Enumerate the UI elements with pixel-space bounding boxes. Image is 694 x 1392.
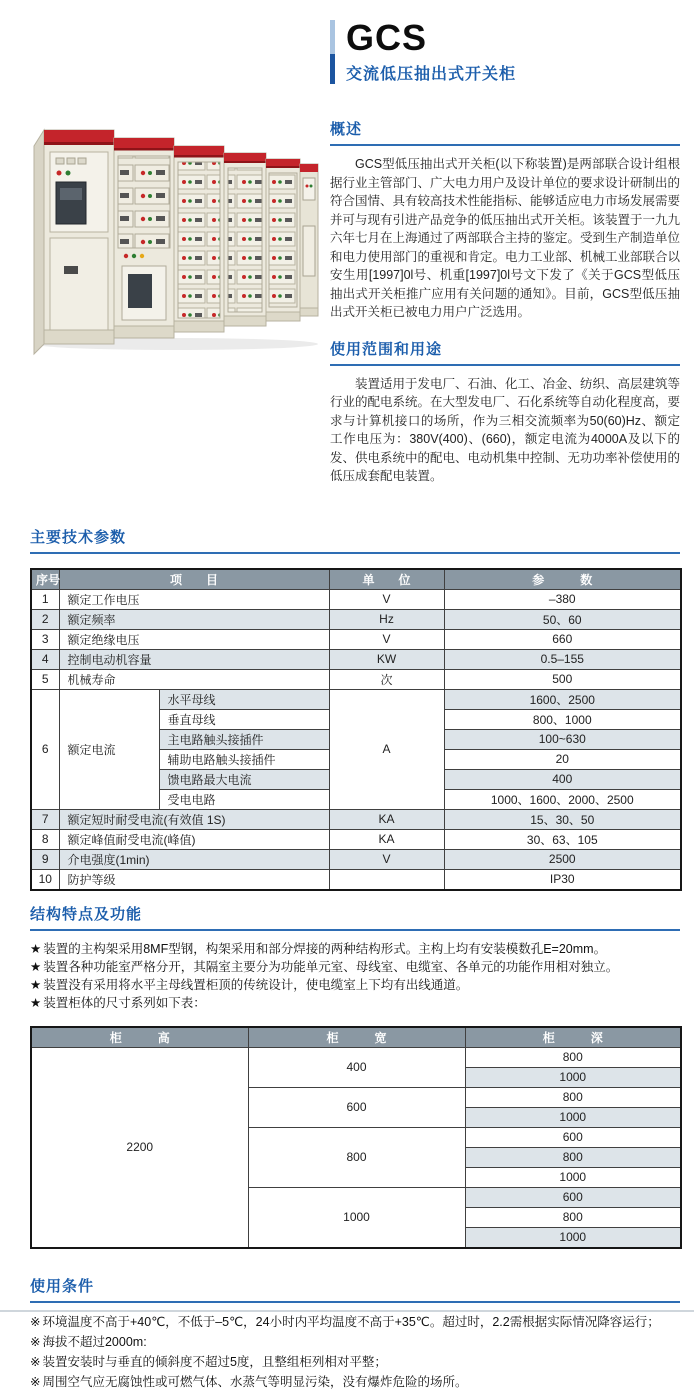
section-title-tech-params: 主要技术参数 — [30, 526, 680, 554]
row-number: 1 — [31, 589, 59, 609]
tech-row — [31, 649, 681, 669]
param-value: 20 — [444, 749, 681, 769]
tech-header-row — [31, 569, 681, 590]
sub-item-label: 垂直母线 — [159, 709, 329, 729]
sub-item-label: 受电电路 — [159, 789, 329, 809]
cabinet-dimensions-table — [30, 1026, 682, 1249]
unit-value: KW — [329, 649, 444, 669]
item-label: 防护等级 — [59, 869, 329, 890]
sub-item-label: 水平母线 — [159, 689, 329, 709]
bullet-item — [30, 958, 680, 976]
param-value: 660 — [444, 629, 681, 649]
col-header-no: 序号 — [31, 569, 59, 590]
row-number: 10 — [31, 869, 59, 890]
item-label: 介电强度(1min) — [59, 849, 329, 869]
page-bottom-rule — [0, 1310, 694, 1312]
bullet-symbol: ※ — [30, 1354, 41, 1369]
tech-row — [31, 589, 681, 609]
bullet-text: 装置各种功能室严格分开，其隔室主要分为功能单元室、母线室、电缆室、各单元的功能作用相对独立。 — [43, 959, 619, 974]
item-label: 额定短时耐受电流(有效值 1S) — [59, 809, 329, 829]
cabinet-depth-value: 800 — [465, 1207, 681, 1227]
unit-value: KA — [329, 829, 444, 849]
bullet-symbol: ※ — [30, 1334, 41, 1349]
unit-value — [329, 869, 444, 890]
unit-value: V — [329, 629, 444, 649]
param-value: 15、30、50 — [444, 809, 681, 829]
item-label: 额定电流 — [59, 689, 159, 809]
unit-value: Hz — [329, 609, 444, 629]
cabinet-depth-value: 800 — [465, 1047, 681, 1067]
bullet-item — [30, 994, 680, 1012]
title-accent-bar — [330, 20, 335, 84]
section-title-scope: 使用范围和用途 — [330, 338, 680, 366]
cabinet-depth-value: 800 — [465, 1147, 681, 1167]
accent-bar-light — [330, 20, 335, 54]
cabinet-width-value: 600 — [248, 1087, 465, 1127]
row-number: 6 — [31, 689, 59, 809]
cabinet-depth-value: 600 — [465, 1127, 681, 1147]
param-value: 0.5–155 — [444, 649, 681, 669]
product-code: GCS — [346, 17, 428, 58]
sub-item-label: 馈电路最大电流 — [159, 769, 329, 789]
product-title-block — [330, 17, 680, 84]
cabinet-depth-value: 600 — [465, 1187, 681, 1207]
bullet-text: 装置的主构架采用8MF型钢，构架采用和部分焊接的两种结构形式。主构上均有安装模数孔E=20mm。 — [43, 941, 607, 956]
param-value: 800、1000 — [444, 709, 681, 729]
tech-row — [31, 669, 681, 689]
cabinet-height-value: 2200 — [31, 1047, 248, 1248]
param-value: –380 — [444, 589, 681, 609]
title-text — [346, 17, 517, 84]
col-header-value: 参 数 — [444, 569, 681, 590]
bullet-symbol: ※ — [30, 1314, 41, 1329]
param-value: 50、60 — [444, 609, 681, 629]
unit-value: A — [329, 689, 444, 809]
col-header-item: 项 目 — [59, 569, 329, 590]
intro-column — [330, 17, 681, 500]
tech-row — [31, 829, 681, 849]
item-label: 机械寿命 — [59, 669, 329, 689]
top-section — [30, 17, 681, 500]
row-number: 2 — [31, 609, 59, 629]
param-value: 100~630 — [444, 729, 681, 749]
bullet-text: 装置安装时与垂直的倾斜度不超过5度，且整组柜列相对平整； — [42, 1354, 387, 1369]
param-value: 500 — [444, 669, 681, 689]
bullet-text: 海拔不超过2000m: — [42, 1334, 147, 1349]
bullet-text: 周围空气应无腐蚀性或可燃气体、水蒸气等明显污染，没有爆炸危险的场所。 — [42, 1374, 468, 1389]
bullet-item — [30, 1352, 680, 1372]
tech-params-table — [30, 568, 682, 891]
photo-column — [30, 20, 330, 500]
row-number: 8 — [31, 829, 59, 849]
bullet-item — [30, 940, 680, 958]
section-title-conditions: 使用条件 — [30, 1275, 680, 1303]
row-number: 4 — [31, 649, 59, 669]
item-label: 控制电动机容量 — [59, 649, 329, 669]
unit-value: KA — [329, 809, 444, 829]
item-label: 额定频率 — [59, 609, 329, 629]
item-label: 额定绝缘电压 — [59, 629, 329, 649]
overview-text: GCS型低压抽出式开关柜(以下称装置)是两部联合设计组根据行业主管部门、广大电力用户及设计单位的要求设计研制出的符合国情、具有较高技术性能指标、能够适应电力市场发展需要并可与现有引进产品竞争的低压抽出式开关柜。该装置于一九九六年七月在上海通过了两部联合主持的鉴定。受到生产制造单位和电力使用部门的重视和肯定。电力工业部、机械工业部联合以安生用[1997]0l号、机重[1997]0l号文下发了《关于GCS型低压抽出式开关柜推广应用有关问题的通知》。目前，GCS型低压抽出式开关柜已被电力用户广泛选用。 — [330, 157, 681, 319]
accent-bar-dark — [330, 54, 335, 84]
tech-row — [31, 869, 681, 890]
cabinet-depth-value: 1000 — [465, 1227, 681, 1248]
param-value: 400 — [444, 769, 681, 789]
tech-row — [31, 629, 681, 649]
scope-text: 装置适用于发电厂、石油、化工、冶金、纺织、高层建筑等行业的配电系统。在大型发电厂、石化系统等自动化程度高，要求与计算机接口的场所，作为三相交流频率为50(60)Hz、额定工作电压为：380V(400)、(660)，额定电流为4000A及以下的发、供电系统中的配电、电动机集中控制、无功功率补偿使用的低压成套配电装置。 — [330, 376, 681, 483]
unit-value: V — [329, 589, 444, 609]
bullet-item — [30, 1312, 680, 1332]
row-number: 7 — [31, 809, 59, 829]
row-number: 3 — [31, 629, 59, 649]
bullet-symbol: ★ — [30, 995, 42, 1010]
item-label: 额定峰值耐受电流(峰值) — [59, 829, 329, 849]
col-header-width: 柜 宽 — [248, 1027, 465, 1048]
switchgear-illustration — [26, 116, 321, 351]
bullet-text: 环境温度不高于+40℃，不低于–5℃，24小时内平均温度不高于+35℃。超过时，2.2需根据实际情况降容运行； — [42, 1314, 660, 1329]
bullet-text: 装置柜体的尺寸系列如下表： — [43, 995, 206, 1010]
bullet-text: 装置没有采用将水平主母线置柜顶的传统设计，使电缆室上下均有出线通道。 — [43, 977, 469, 992]
row-number: 9 — [31, 849, 59, 869]
cabinet-depth-value: 1000 — [465, 1107, 681, 1127]
unit-value: 次 — [329, 669, 444, 689]
param-value: 2500 — [444, 849, 681, 869]
col-header-depth: 柜 深 — [465, 1027, 681, 1048]
cabinet-width-value: 400 — [248, 1047, 465, 1087]
section-title-structure: 结构特点及功能 — [30, 903, 680, 931]
param-value: 1000、1600、2000、2500 — [444, 789, 681, 809]
product-subtitle: 交流低压抽出式开关柜 — [346, 66, 517, 83]
unit-value: V — [329, 849, 444, 869]
bullet-item — [30, 1372, 680, 1392]
bullet-symbol: ★ — [30, 959, 42, 974]
product-photo — [26, 116, 330, 356]
bullet-symbol: ★ — [30, 941, 42, 956]
cabinet-width-value: 800 — [248, 1127, 465, 1187]
bullet-symbol: ★ — [30, 977, 42, 992]
tech-row — [31, 849, 681, 869]
tech-row — [31, 609, 681, 629]
item-label: 额定工作电压 — [59, 589, 329, 609]
bullet-symbol: ※ — [30, 1374, 41, 1389]
cabinet-depth-value: 1000 — [465, 1167, 681, 1187]
sub-item-label: 主电路触头接插件 — [159, 729, 329, 749]
col-header-height: 柜 高 — [31, 1027, 248, 1048]
dims-row — [31, 1047, 681, 1067]
col-header-unit: 单 位 — [329, 569, 444, 590]
cabinet-depth-value: 800 — [465, 1087, 681, 1107]
usage-conditions-list — [30, 1312, 680, 1392]
dims-header-row — [31, 1027, 681, 1048]
structure-feature-list — [30, 940, 680, 1012]
tech-row — [31, 809, 681, 829]
param-value: 1600、2500 — [444, 689, 681, 709]
cabinet-depth-value: 1000 — [465, 1067, 681, 1087]
tech-sub-row — [31, 689, 681, 709]
param-value: IP30 — [444, 869, 681, 890]
cabinet-width-value: 1000 — [248, 1187, 465, 1248]
row-number: 5 — [31, 669, 59, 689]
bullet-item — [30, 1332, 680, 1352]
sub-item-label: 辅助电路触头接插件 — [159, 749, 329, 769]
bullet-item — [30, 976, 680, 994]
param-value: 30、63、105 — [444, 829, 681, 849]
section-title-overview: 概述 — [330, 118, 680, 146]
